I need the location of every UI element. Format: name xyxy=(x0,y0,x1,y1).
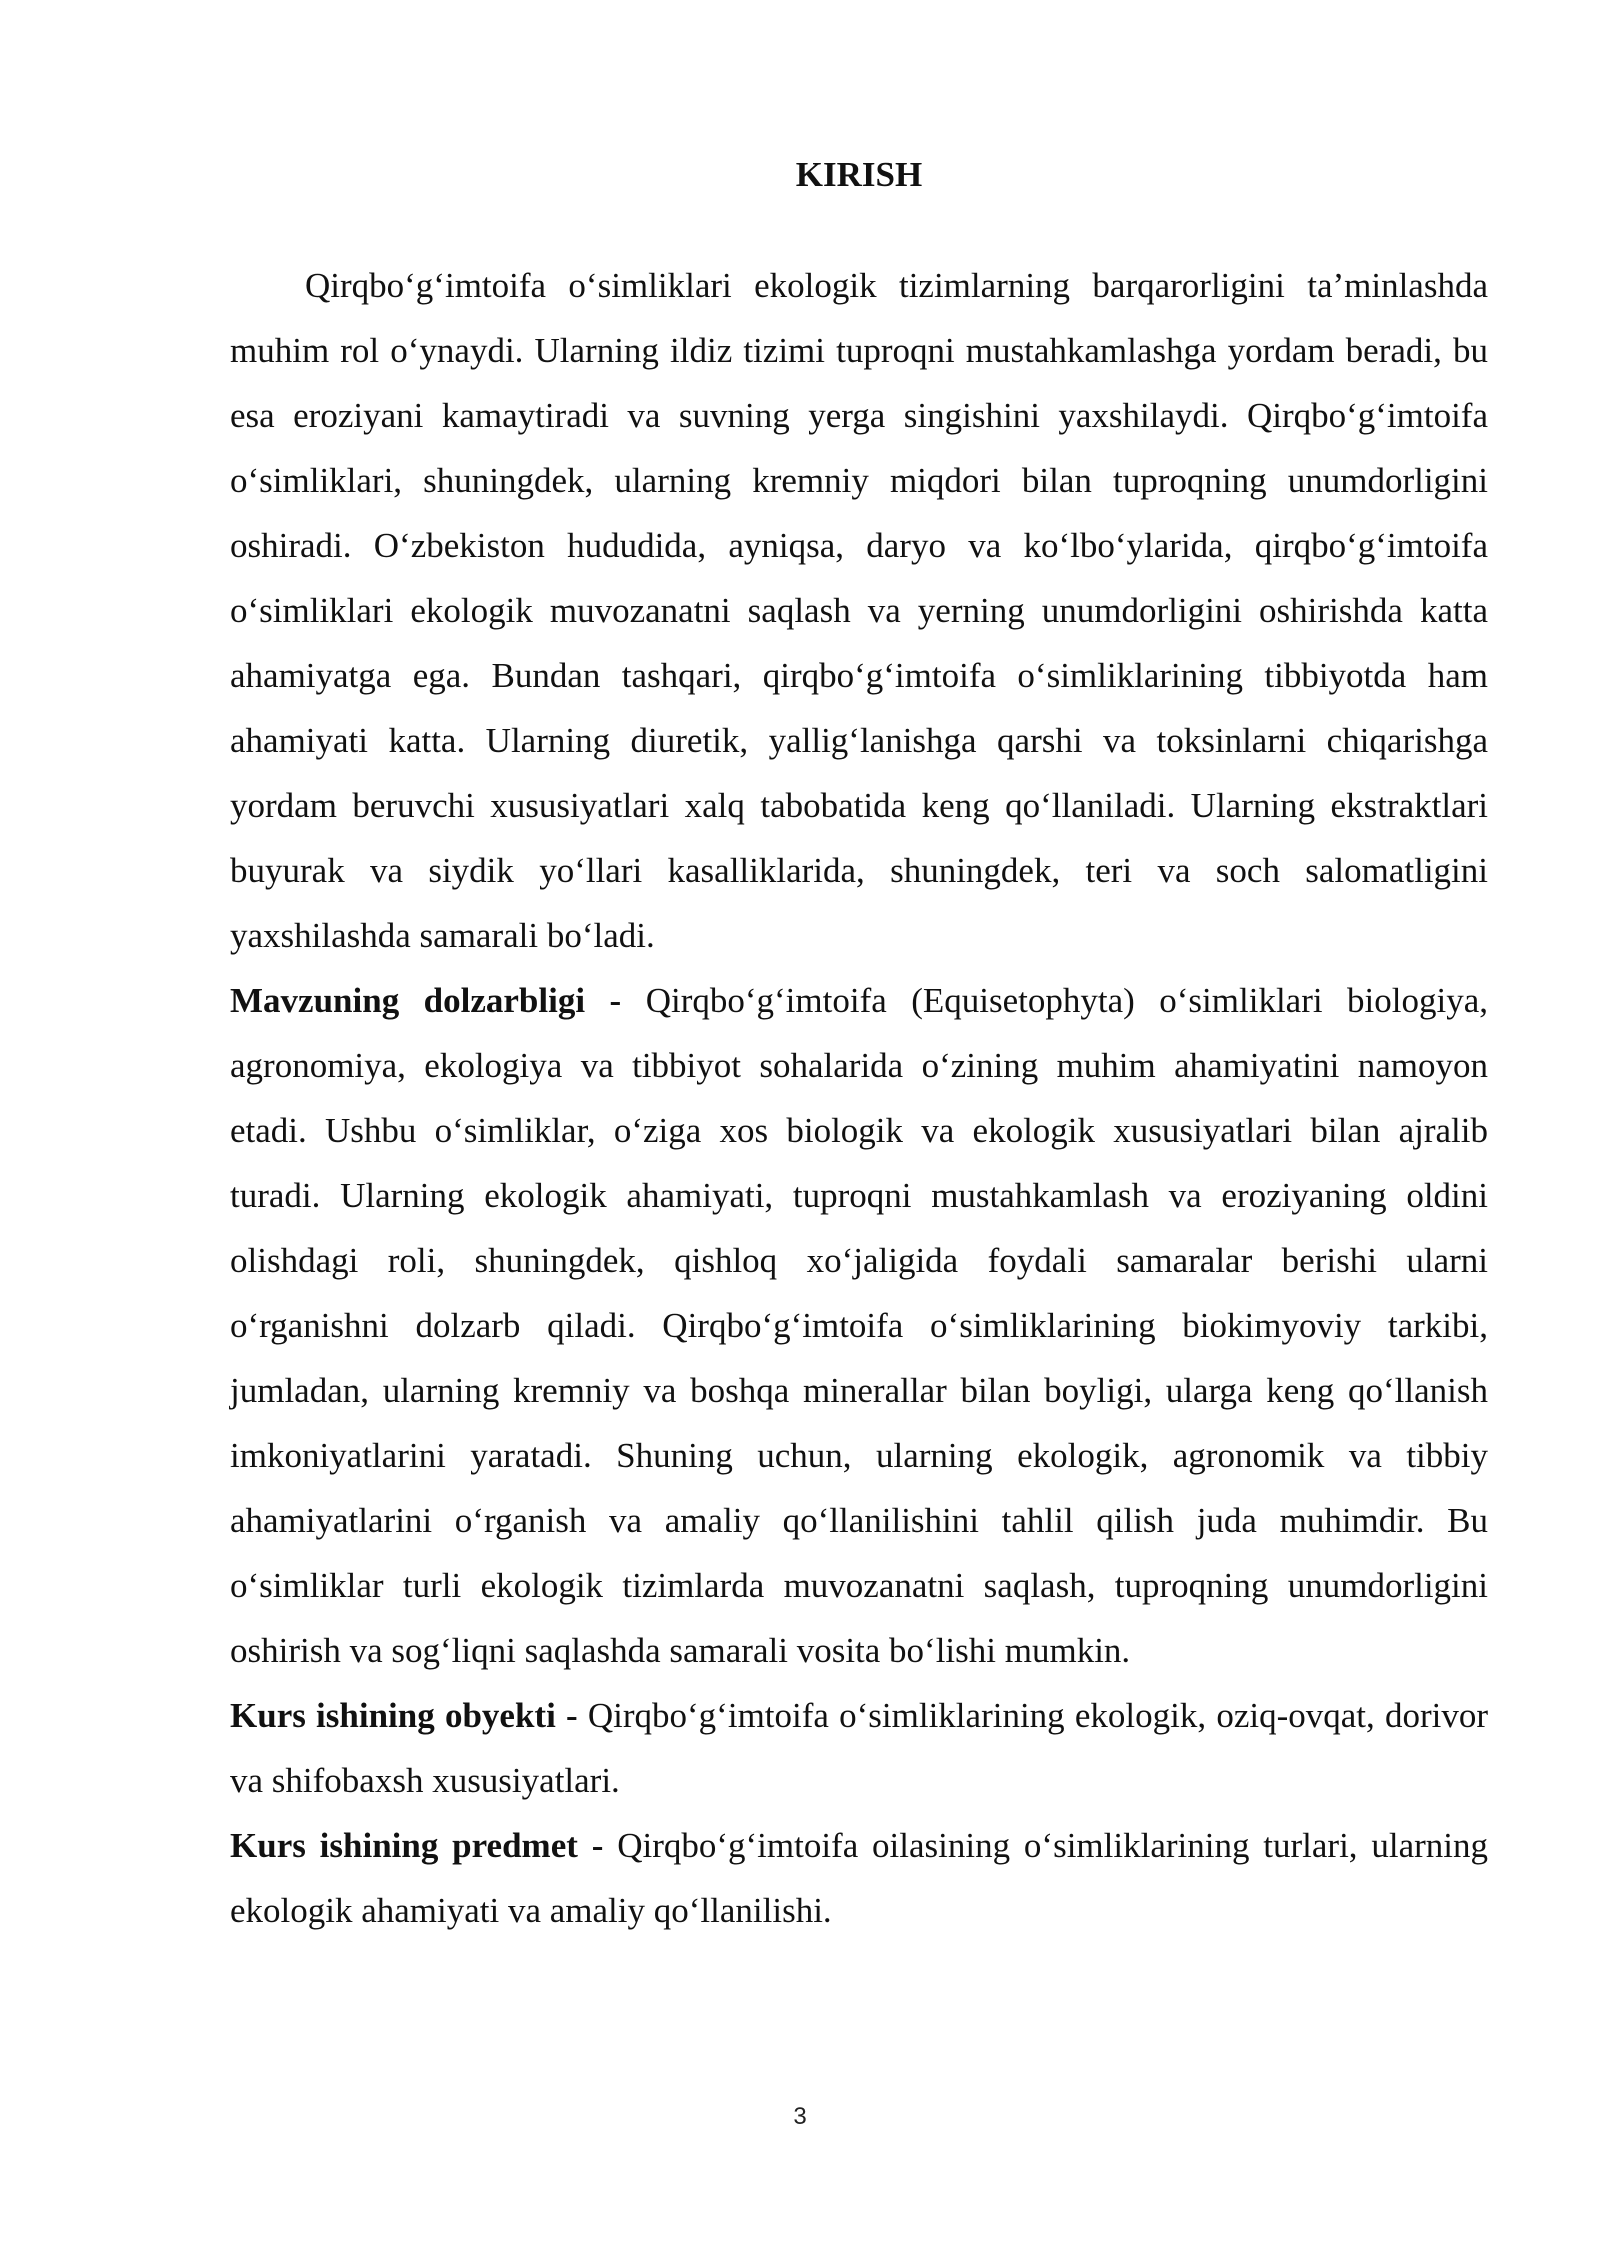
relevance-paragraph xyxy=(230,968,1488,1683)
object-paragraph xyxy=(230,1683,1488,1813)
relevance-text: Qirqbo‘g‘imtoifa (Equisetophyta) o‘simliklari biologiya, agronomiya, ekologiya va tibbiyot sohalarida o‘zining muhim ahamiyatini namoyon etadi. Ushbu o‘simliklar, o‘ziga xos biologik va ekologik xususiyatlari bilan ajralib turadi. Ularning ekologik ahamiyati, tuproqni mustahkamlash va eroziyaning oldini olishdagi roli, shuningdek, qishloq xo‘jaligida foydali samaralar berishi ularni o‘rganishni dolzarb qiladi. Qirqbo‘g‘imtoifa o‘simliklarining biokimyoviy tarkibi, jumladan, ularning kremniy va boshqa minerallar bilan boyligi, ularga keng qo‘llanish imkoniyatlarini yaratadi. Shuning uchun, ularning ekologik, agronomik va tibbiy ahamiyatlarini o‘rganish va amaliy qo‘llanilishini tahlil qilish juda muhimdir. Bu o‘simliklar turli ekologik tizimlarda muvozanatni saqlash, tuproqning unumdorligini oshirish va sog‘liqni saqlashda samarali vosita bo‘lishi mumkin. xyxy=(230,981,1489,1670)
page-number: 3 xyxy=(793,2103,807,2130)
relevance-label: Mavzuning dolzarbligi xyxy=(230,981,586,1020)
object-label: Kurs ishining obyekti xyxy=(230,1696,556,1735)
subject-separator: - xyxy=(577,1826,618,1865)
body-text xyxy=(230,253,1488,1943)
subject-paragraph xyxy=(230,1813,1488,1943)
page-title: KIRISH xyxy=(795,155,923,194)
relevance-separator: - xyxy=(585,981,646,1020)
object-text: Qirqbo‘g‘imtoifa o‘simliklarining ekologik, oziq-ovqat, dorivor va shifobaxsh xususiyatlari. xyxy=(230,1696,1488,1800)
intro-paragraph: Qirqbo‘g‘imtoifa o‘simliklari ekologik tizimlarning barqarorligini ta’minlashda muhim rol o‘ynaydi. Ularning ildiz tizimi tuproqni mustahkamlashga yordam beradi, bu esa eroziyani kamaytiradi va suvning yerga singishini yaxshilaydi. Qirqbo‘g‘imtoifa o‘simliklari, shuningdek, ularning kremniy miqdori bilan tuproqning unumdorligini oshiradi. O‘zbekiston hududida, ayniqsa, daryo va ko‘lbo‘ylarida, qirqbo‘g‘imtoifa o‘simliklari ekologik muvozanatni saqlash va yerning unumdorligini oshirishda katta ahamiyatga ega. Bundan tashqari, qirqbo‘g‘imtoifa o‘simliklarining tibbiyotda ham ahamiyati katta. Ularning diuretik, yallig‘lanishga qarshi va toksinlarni chiqarishga yordam beruvchi xususiyatlari xalq tabobatida keng qo‘llaniladi. Ularning ekstraktlari buyurak va siydik yo‘llari kasalliklarida, shuningdek, teri va soch salomatligini yaxshilashda samarali bo‘ladi. xyxy=(230,266,1488,955)
subject-label: Kurs ishining predmet xyxy=(230,1826,578,1865)
object-separator: - xyxy=(555,1696,588,1735)
subject-text: Qirqbo‘g‘imtoifa oilasining o‘simliklarining turlari, ularning ekologik ahamiyati va amaliy qo‘llanilishi. xyxy=(230,1826,1489,1930)
